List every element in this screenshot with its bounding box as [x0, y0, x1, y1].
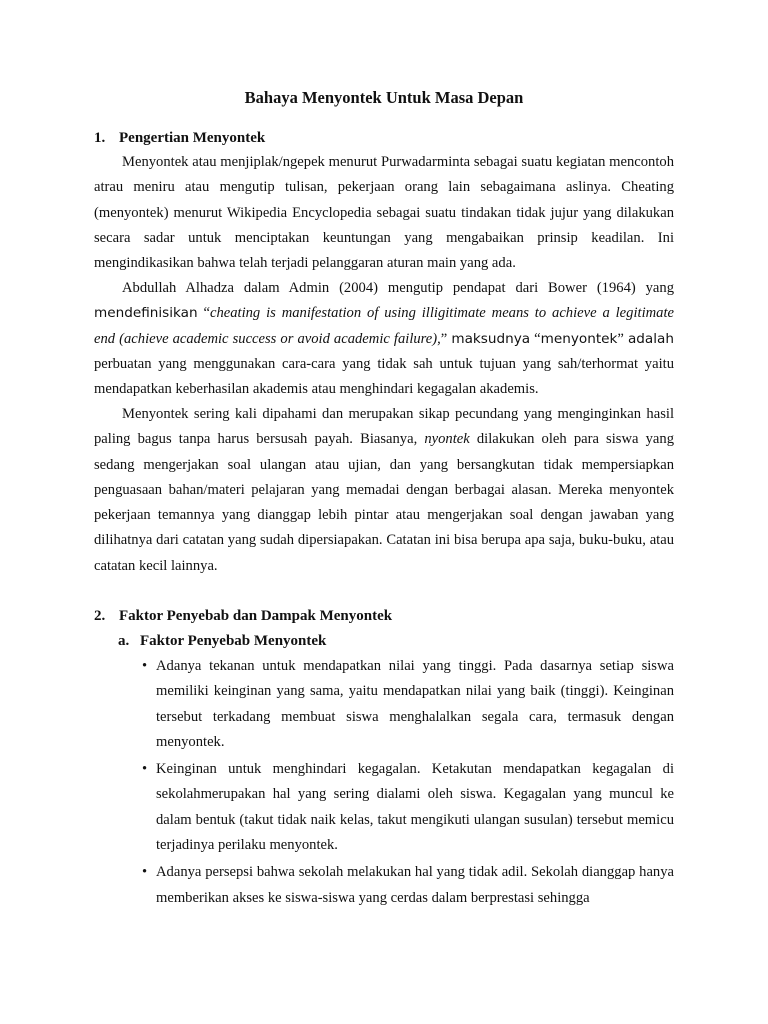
bullet-text-3: Adanya persepsi bahwa sekolah melakukan hal yang tidak adil. Sekolah dianggap hanya memberikan akses ke siswa-siswa yang cerdas dalam berprestasi sehingga — [156, 864, 674, 906]
subsection-a-heading — [118, 631, 518, 651]
section-1-title: Pengertian Menyontek — [119, 130, 266, 146]
p2-quote-text: cheating is manifestation of using illigitimate means to achieve a legitimate end (achieve academic success or avoid academic failure) — [94, 305, 674, 347]
section-1-paragraph-2 — [94, 276, 674, 402]
p2-quote-open: “ — [197, 305, 210, 322]
list-item — [140, 654, 674, 755]
bullet-text-2: Keinginan untuk menghindari kegagalan. Ketakutan mendapatkan kegagalan di sekolahmerupakan hal yang sering dialami oleh siswa. Kegagalan yang muncul ke dalam bentuk (takut tidak naik kelas, takut mengikuti ulangan susulan) tersebut memicu terjadinya perilaku menyontek. — [156, 761, 674, 854]
p2-text-h: menyontek — [540, 330, 618, 347]
list-item — [140, 860, 674, 911]
section-1-heading — [94, 128, 494, 148]
p2-text-b: mendefinisikan — [94, 305, 198, 322]
p2-text-k: perbuatan yang menggunakan cara-cara yang tidak sah untuk tujuan yang sah/terhormat yaitu mendapatkan keberhasilan akademis atau menghindari kegagalan akademis. — [94, 355, 674, 398]
section-2-title: Faktor Penyebab dan Dampak Menyontek — [119, 608, 393, 624]
p2-text-f: maksudnya — [451, 330, 531, 347]
p3-text-a: Menyontek sering kali dipahami dan merupakan sikap pecundang yang menginginkan hasil paling bagus tanpa harus bersusah payah. Biasanya, — [94, 406, 674, 448]
p2-text-i: ” — [617, 330, 628, 347]
bullet-icon: • — [142, 761, 148, 778]
section-1-paragraph-1: Menyontek atau menjiplak/ngepek menurut Purwadarminta sebagai suatu kegiatan mencontoh atrau meniru atau mengutip tulisan, pekerjaan orang lain sebagaimana aslinya. Cheating (menyontek) menurut Wikipedia Encyclopedia sebagai suatu tindakan tidak jujur yang dilakukan secara sadar untuk menciptakan keuntungan yang mengabaikan prinsip keadilan. Ini mengindikasikan bahwa telah terjadi pelanggaran aturan main yang ada. — [94, 154, 674, 272]
p2-quote-close: ,” — [437, 330, 452, 347]
subsection-a-number: a. — [118, 633, 130, 649]
document-title: Bahaya Menyontek Untuk Masa Depan — [244, 88, 524, 107]
list-item — [140, 757, 674, 858]
p2-text-a: Abdullah Alhadza dalam Admin (2004) mengutip pendapat dari Bower (1964) yang — [122, 280, 674, 296]
p2-text-g: “ — [530, 330, 541, 347]
bullet-icon: • — [142, 658, 148, 674]
bullet-text-1: Adanya tekanan untuk mendapatkan nilai yang tinggi. Pada dasarnya setiap siswa memiliki keinginan yang sama, yaitu mendapatkan nilai yang baik (tinggi). Keinginan tersebut terkadang membuat siswa menghalalkan segala cara, termasuk dengan menyontek. — [156, 658, 674, 750]
section-2-heading — [94, 606, 494, 626]
subsection-a-title: Faktor Penyebab Menyontek — [140, 633, 327, 649]
p3-text-italic: nyontek — [424, 431, 470, 448]
p2-text-j: adalah — [627, 330, 674, 347]
cause-bullet-list — [140, 654, 674, 911]
section-1-number: 1. — [94, 130, 106, 146]
bullet-icon: • — [142, 864, 148, 881]
p3-text-c: dilakukan oleh para siswa yang sedang mengerjakan soal ulangan atau ujian, dan yang bersangkutan tidak mempersiapkan penguasaan bahan/materi pelajaran yang memadai dengan berbagai alasan. Mereka menyontek pekerjaan temannya yang dianggap lebih pintar atau mengerjakan soal dengan jawaban yang dilihatnya dari catatan yang sudah dipersiapakan. Catatan ini bisa berupa apa saja, buku-buku, atau catatan kecil lainnya. — [94, 431, 674, 574]
section-2-number: 2. — [94, 608, 106, 624]
section-1-paragraph-3 — [94, 402, 674, 579]
